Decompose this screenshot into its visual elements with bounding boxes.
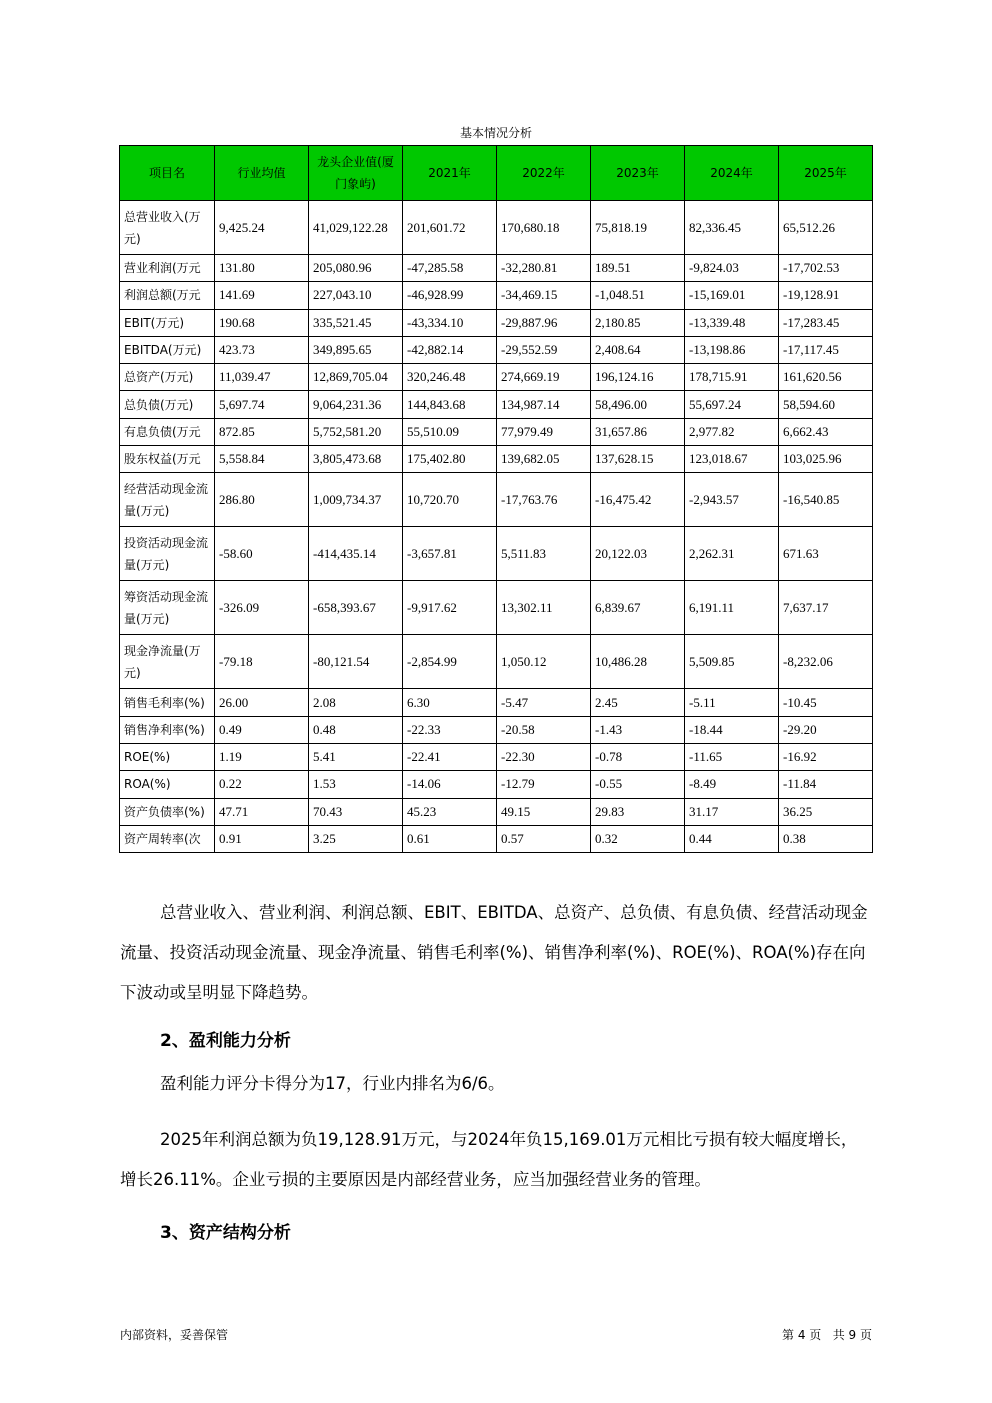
table-cell: 5,558.84 bbox=[215, 446, 309, 473]
table-cell: 36.25 bbox=[779, 798, 873, 825]
table-cell: 77,979.49 bbox=[497, 418, 591, 445]
profit-analysis-paragraph: 2025年利润总额为负19,128.91万元，与2024年负15,169.01万元相比亏损有较大幅度增长，增长26.11%。企业亏损的主要原因是内部经营业务，应当加强经营业务的管理。 bbox=[120, 1130, 858, 1189]
table-cell: -1.43 bbox=[591, 716, 685, 743]
table-row bbox=[120, 527, 873, 581]
table-cell: 2,180.85 bbox=[591, 309, 685, 336]
table-cell: -80,121.54 bbox=[309, 635, 403, 689]
table-cell: 141.69 bbox=[215, 282, 309, 309]
table-cell: -16,540.85 bbox=[779, 473, 873, 527]
table-cell: 47.71 bbox=[215, 798, 309, 825]
table-cell: 0.22 bbox=[215, 771, 309, 798]
table-cell: 170,680.18 bbox=[497, 201, 591, 255]
table-cell: -18.44 bbox=[685, 716, 779, 743]
table-cell: -13,198.86 bbox=[685, 336, 779, 363]
table-cell: -22.41 bbox=[403, 743, 497, 770]
table-cell: -16.92 bbox=[779, 743, 873, 770]
header-2022: 2022年 bbox=[497, 146, 591, 201]
table-row bbox=[120, 473, 873, 527]
table-cell: -58.60 bbox=[215, 527, 309, 581]
table-cell: 75,818.19 bbox=[591, 201, 685, 255]
table-cell: -11.65 bbox=[685, 743, 779, 770]
table-row bbox=[120, 391, 873, 418]
row-label: 经营活动现金流量(万元) bbox=[120, 473, 215, 527]
row-label: 销售毛利率(%) bbox=[120, 689, 215, 716]
table-cell: -5.47 bbox=[497, 689, 591, 716]
table-cell: 2.45 bbox=[591, 689, 685, 716]
row-label: ROA(%) bbox=[120, 771, 215, 798]
table-cell: 2,977.82 bbox=[685, 418, 779, 445]
table-cell: 0.48 bbox=[309, 716, 403, 743]
table-cell: -10.45 bbox=[779, 689, 873, 716]
table-cell: -46,928.99 bbox=[403, 282, 497, 309]
table-cell: 2,408.64 bbox=[591, 336, 685, 363]
table-cell: -0.55 bbox=[591, 771, 685, 798]
table-cell: 7,637.17 bbox=[779, 581, 873, 635]
table-row bbox=[120, 255, 873, 282]
table-cell: -14.06 bbox=[403, 771, 497, 798]
table-cell: 137,628.15 bbox=[591, 446, 685, 473]
table-cell: 671.63 bbox=[779, 527, 873, 581]
table-cell: 10,720.70 bbox=[403, 473, 497, 527]
table-cell: 20,122.03 bbox=[591, 527, 685, 581]
table-cell: 123,018.67 bbox=[685, 446, 779, 473]
table-cell: -9,917.62 bbox=[403, 581, 497, 635]
table-cell: 0.38 bbox=[779, 825, 873, 852]
table-cell: 139,682.05 bbox=[497, 446, 591, 473]
table-cell: 31.17 bbox=[685, 798, 779, 825]
table-row bbox=[120, 798, 873, 825]
table-cell: 189.51 bbox=[591, 255, 685, 282]
table-cell: -8,232.06 bbox=[779, 635, 873, 689]
table-cell: -16,475.42 bbox=[591, 473, 685, 527]
table-cell: 6.30 bbox=[403, 689, 497, 716]
table-cell: -17,283.45 bbox=[779, 309, 873, 336]
section-3-heading: 3、资产结构分析 bbox=[160, 1223, 291, 1243]
table-cell: -2,943.57 bbox=[685, 473, 779, 527]
table-cell: 5.41 bbox=[309, 743, 403, 770]
table-cell: 6,191.11 bbox=[685, 581, 779, 635]
row-label: 营业利润(万元 bbox=[120, 255, 215, 282]
row-label: EBIT(万元) bbox=[120, 309, 215, 336]
table-cell: 12,869,705.04 bbox=[309, 364, 403, 391]
table-cell: -12.79 bbox=[497, 771, 591, 798]
table-row bbox=[120, 689, 873, 716]
table-cell: 0.57 bbox=[497, 825, 591, 852]
table-cell: -29,552.59 bbox=[497, 336, 591, 363]
table-row bbox=[120, 446, 873, 473]
table-header-row bbox=[120, 146, 873, 201]
table-cell: -8.49 bbox=[685, 771, 779, 798]
table-cell: 0.44 bbox=[685, 825, 779, 852]
table-cell: 196,124.16 bbox=[591, 364, 685, 391]
table-cell: -414,435.14 bbox=[309, 527, 403, 581]
table-cell: 161,620.56 bbox=[779, 364, 873, 391]
table-cell: -32,280.81 bbox=[497, 255, 591, 282]
row-label: ROE(%) bbox=[120, 743, 215, 770]
table-cell: 335,521.45 bbox=[309, 309, 403, 336]
table-cell: 349,895.65 bbox=[309, 336, 403, 363]
table-row bbox=[120, 201, 873, 255]
table-cell: -29,887.96 bbox=[497, 309, 591, 336]
table-cell: 423.73 bbox=[215, 336, 309, 363]
table-cell: -17,763.76 bbox=[497, 473, 591, 527]
table-cell: 58,594.60 bbox=[779, 391, 873, 418]
table-cell: -5.11 bbox=[685, 689, 779, 716]
table-cell: 2,262.31 bbox=[685, 527, 779, 581]
row-label: 利润总额(万元 bbox=[120, 282, 215, 309]
table-cell: 31,657.86 bbox=[591, 418, 685, 445]
profitability-score-paragraph: 盈利能力评分卡得分为17，行业内排名为6/6。 bbox=[160, 1074, 505, 1093]
table-cell: 58,496.00 bbox=[591, 391, 685, 418]
table-row bbox=[120, 309, 873, 336]
table-cell: -22.33 bbox=[403, 716, 497, 743]
table-cell: 320,246.48 bbox=[403, 364, 497, 391]
table-cell: 178,715.91 bbox=[685, 364, 779, 391]
header-2025: 2025年 bbox=[779, 146, 873, 201]
row-label: 投资活动现金流量(万元) bbox=[120, 527, 215, 581]
row-label: EBITDA(万元) bbox=[120, 336, 215, 363]
table-cell: 3.25 bbox=[309, 825, 403, 852]
table-cell: 2.08 bbox=[309, 689, 403, 716]
table-cell: 0.32 bbox=[591, 825, 685, 852]
table-cell: 1,050.12 bbox=[497, 635, 591, 689]
header-item-name: 项目名 bbox=[120, 146, 215, 201]
table-cell: -20.58 bbox=[497, 716, 591, 743]
table-cell: -47,285.58 bbox=[403, 255, 497, 282]
table-cell: 872.85 bbox=[215, 418, 309, 445]
table-row bbox=[120, 716, 873, 743]
table-cell: -11.84 bbox=[779, 771, 873, 798]
table-cell: 9,425.24 bbox=[215, 201, 309, 255]
table-cell: 65,512.26 bbox=[779, 201, 873, 255]
table-row bbox=[120, 825, 873, 852]
table-cell: 5,511.83 bbox=[497, 527, 591, 581]
table-cell: 13,302.11 bbox=[497, 581, 591, 635]
table-cell: -658,393.67 bbox=[309, 581, 403, 635]
table-cell: -326.09 bbox=[215, 581, 309, 635]
table-cell: 0.49 bbox=[215, 716, 309, 743]
table-row bbox=[120, 581, 873, 635]
table-cell: -17,702.53 bbox=[779, 255, 873, 282]
table-cell: 6,662.43 bbox=[779, 418, 873, 445]
table-cell: 227,043.10 bbox=[309, 282, 403, 309]
table-cell: 5,752,581.20 bbox=[309, 418, 403, 445]
table-cell: 10,486.28 bbox=[591, 635, 685, 689]
table-cell: 55,697.24 bbox=[685, 391, 779, 418]
table-cell: 190.68 bbox=[215, 309, 309, 336]
table-cell: 1.19 bbox=[215, 743, 309, 770]
table-cell: -17,117.45 bbox=[779, 336, 873, 363]
table-row bbox=[120, 743, 873, 770]
table-row bbox=[120, 635, 873, 689]
row-label: 总营业收入(万元) bbox=[120, 201, 215, 255]
table-cell: 201,601.72 bbox=[403, 201, 497, 255]
table-cell: 0.61 bbox=[403, 825, 497, 852]
row-label: 销售净利率(%) bbox=[120, 716, 215, 743]
table-row bbox=[120, 336, 873, 363]
table-cell: -3,657.81 bbox=[403, 527, 497, 581]
header-leader-value: 龙头企业值(厦门象屿) bbox=[309, 146, 403, 201]
table-caption: 基本情况分析 bbox=[459, 126, 532, 140]
table-cell: 26.00 bbox=[215, 689, 309, 716]
table-cell: 45.23 bbox=[403, 798, 497, 825]
table-cell: 0.91 bbox=[215, 825, 309, 852]
table-cell: -19,128.91 bbox=[779, 282, 873, 309]
table-cell: -1,048.51 bbox=[591, 282, 685, 309]
table-cell: 9,064,231.36 bbox=[309, 391, 403, 418]
table-cell: -13,339.48 bbox=[685, 309, 779, 336]
table-cell: -79.18 bbox=[215, 635, 309, 689]
row-label: 总资产(万元) bbox=[120, 364, 215, 391]
table-cell: 103,025.96 bbox=[779, 446, 873, 473]
table-cell: 49.15 bbox=[497, 798, 591, 825]
table-row bbox=[120, 282, 873, 309]
table-cell: -34,469.15 bbox=[497, 282, 591, 309]
basic-analysis-table bbox=[119, 145, 873, 853]
table-cell: 3,805,473.68 bbox=[309, 446, 403, 473]
table-cell: -43,334.10 bbox=[403, 309, 497, 336]
row-label: 股东权益(万元 bbox=[120, 446, 215, 473]
table-cell: 55,510.09 bbox=[403, 418, 497, 445]
table-cell: 144,843.68 bbox=[403, 391, 497, 418]
table-cell: 82,336.45 bbox=[685, 201, 779, 255]
table-cell: 6,839.67 bbox=[591, 581, 685, 635]
table-cell: 175,402.80 bbox=[403, 446, 497, 473]
table-cell: 1.53 bbox=[309, 771, 403, 798]
table-row bbox=[120, 771, 873, 798]
table-cell: 5,697.74 bbox=[215, 391, 309, 418]
row-label: 筹资活动现金流量(万元) bbox=[120, 581, 215, 635]
table-cell: 286.80 bbox=[215, 473, 309, 527]
header-2023: 2023年 bbox=[591, 146, 685, 201]
table-cell: -9,824.03 bbox=[685, 255, 779, 282]
table-cell: 1,009,734.37 bbox=[309, 473, 403, 527]
table-cell: -2,854.99 bbox=[403, 635, 497, 689]
table-row bbox=[120, 418, 873, 445]
table-row bbox=[120, 364, 873, 391]
table-cell: -22.30 bbox=[497, 743, 591, 770]
table-cell: 205,080.96 bbox=[309, 255, 403, 282]
table-cell: 41,029,122.28 bbox=[309, 201, 403, 255]
row-label: 资产负债率(%) bbox=[120, 798, 215, 825]
header-2024: 2024年 bbox=[685, 146, 779, 201]
table-cell: 29.83 bbox=[591, 798, 685, 825]
table-cell: -15,169.01 bbox=[685, 282, 779, 309]
summary-paragraph: 总营业收入、营业利润、利润总额、EBIT、EBITDA、总资产、总负债、有息负债、经营活动现金流量、投资活动现金流量、现金净流量、销售毛利率(%)、销售净利率(%)、ROE(%)、ROA(%)存在向下波动或呈明显下降趋势。 bbox=[120, 903, 868, 1002]
table-cell: -42,882.14 bbox=[403, 336, 497, 363]
footer-page-number: 第 4 页 共 9 页 bbox=[782, 1328, 872, 1342]
row-label: 总负债(万元) bbox=[120, 391, 215, 418]
footer-confidential: 内部资料，妥善保管 bbox=[120, 1328, 229, 1342]
table-cell: 134,987.14 bbox=[497, 391, 591, 418]
table-cell: 5,509.85 bbox=[685, 635, 779, 689]
table-cell: 11,039.47 bbox=[215, 364, 309, 391]
row-label: 有息负债(万元 bbox=[120, 418, 215, 445]
row-label: 资产周转率(次 bbox=[120, 825, 215, 852]
table-cell: 274,669.19 bbox=[497, 364, 591, 391]
row-label: 现金净流量(万元) bbox=[120, 635, 215, 689]
table-cell: -29.20 bbox=[779, 716, 873, 743]
header-industry-avg: 行业均值 bbox=[215, 146, 309, 201]
table-cell: 131.80 bbox=[215, 255, 309, 282]
table-cell: -0.78 bbox=[591, 743, 685, 770]
header-2021: 2021年 bbox=[403, 146, 497, 201]
section-2-heading: 2、盈利能力分析 bbox=[160, 1031, 291, 1051]
table-cell: 70.43 bbox=[309, 798, 403, 825]
